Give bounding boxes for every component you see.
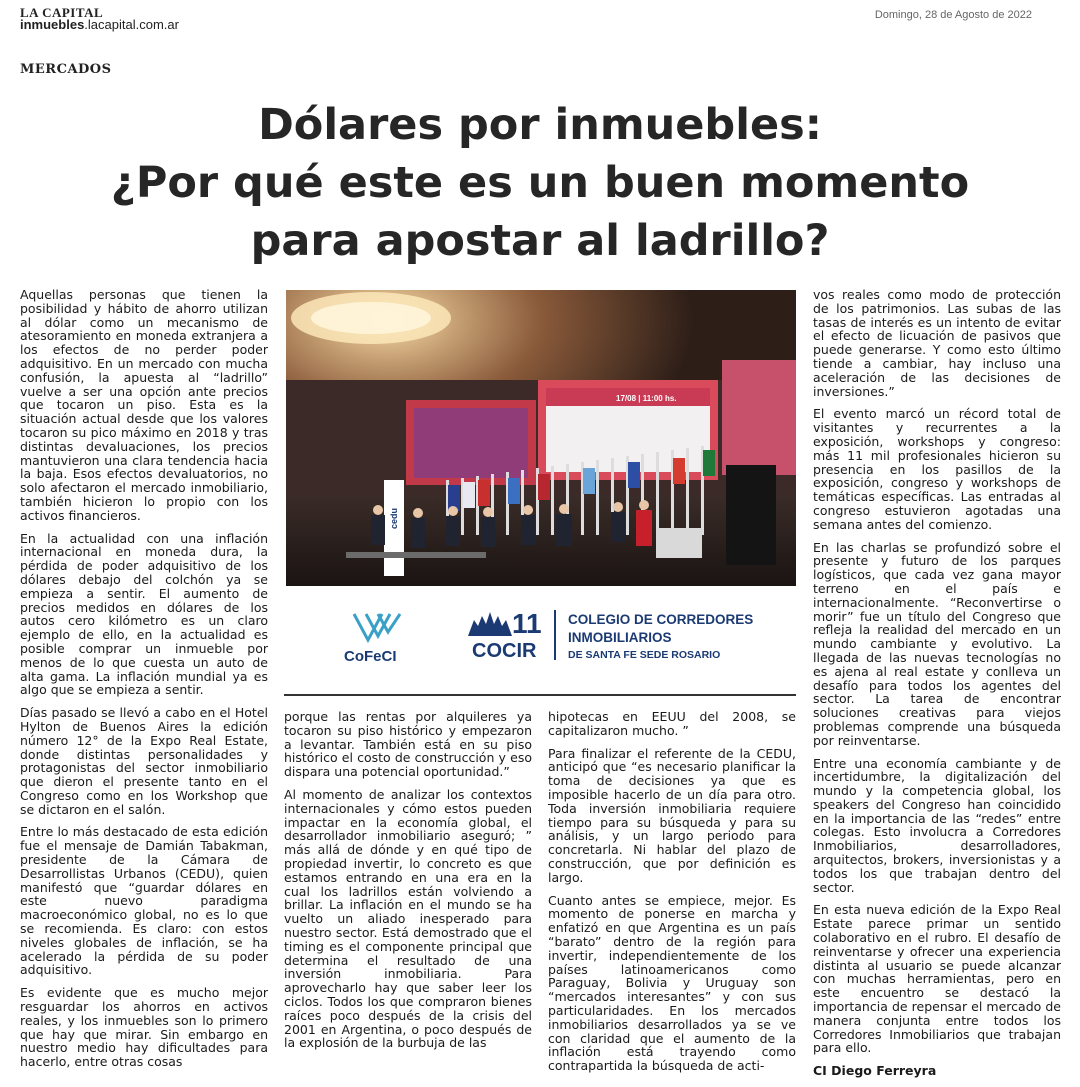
paragraph: Al momento de analizar los contextos internacionales y cómo estos pueden impactar en la economía global, el desarrollador inmobiliario aseguró; ” más allá de dónde y en qué tipo de propiedad invertir, lo concreto es que estamos entrando en una era en la cual los ladrillos están volviendo a brillar. La inflación en el mundo se ha vuelto un aliado inesperado para nuestro sector. Está demostrado que el timing es el componente principal que determina el resultado de una inversión inmobiliaria. Para aprovecharlo hay que saber leer los ciclos. Todos los que compraron bienes raíces poco después de la crisis del 2001 en Argentina, o poco después de la explosión de la burbuja de las: [284, 786, 532, 1051]
section-label: MERCADOS: [20, 62, 112, 77]
publication-date: Domingo, 28 de Agosto de 2022: [874, 9, 1032, 21]
cofeci-logo-text: CoFeCI: [344, 648, 397, 665]
conference-photo: [286, 290, 796, 586]
paragraph: Es evidente que es mucho mejor resguardar los ahorros en activos reales, y los inmuebles son lo primero que hay que mirar. Sin embargo en nuestro medio hay dificultades para hacerlo, entre otras cosas: [20, 985, 268, 1070]
headline-line-3: para apostar al ladrillo?: [250, 216, 830, 266]
paragraph: Cuanto antes se empiece, mejor. Es momento de ponerse en marcha y enfatizó en que Argentina es un país “barato” dentro de la región para invertir, independientemente de los países latinoamericanos como Paraguay, Bolivia y Uruguay son “mercados interesantes” y con sus particularidades. En los mercados inmobiliarios desarrollados ya se ve con claridad que el aumento de la inflación está trayendo como contrapartida la búsqueda de acti-: [548, 892, 796, 1074]
paragraph: En las charlas se profundizó sobre el presente y futuro de los parques logísticos, que cada vez gana mayor terreno en el país e internacionalmente. “Reconvertirse o morir” fue un título del Congreso que refleja la realidad del mercado en un mundo cambiante y evolutivo. La llegada de las nuevas tecnologías no es ajena al real estate y conlleva un desafío para todos los agentes del sector. La tarea de encontrar soluciones creativas para viejos problemas comprende una búsqueda por reinventarse.: [813, 539, 1061, 748]
stage-banner-text: cedu: [389, 507, 399, 529]
site-url-rest: .lacapital.com.ar: [84, 17, 179, 32]
column-divider-rule: [284, 694, 796, 696]
article-column-4: [813, 288, 1061, 1087]
sponsor-logos: [286, 588, 796, 688]
article-column-2: [284, 710, 532, 1059]
cocir-building-icon: [468, 610, 512, 636]
site-url: [20, 17, 179, 32]
article-column-3: [548, 710, 796, 1082]
paragraph: Entre una economía cambiante y de incertidumbre, la digitalización del mundo y la competencia global, los speakers del Congreso han coincidido en la importancia de las “redes” entre colegas. Esto involucra a Corredores Inmobiliarios, desarrolladores, arquitectos, brokers, inversionistas y a todos los que trabajan dentro del sector.: [813, 755, 1061, 895]
paragraph: En esta nueva edición de la Expo Real Estate parece primar un sentido colaborativo en el rubro. El desafío de reinventarse y ofrecer una experiencia distinta al usuario se puede alcanzar con muchas herramientas, pero en este encuentro se destacó la importancia de repensar el mercado de manera conjunta entre todos los Corredores Inmobiliarios que trabajan para ello.: [813, 902, 1061, 1056]
headline-line-2: ¿Por qué este es un buen momento: [110, 158, 970, 208]
newspaper-logo: LA CAPITAL: [20, 5, 104, 20]
colegio-line-3: DE SANTA FE SEDE ROSARIO: [568, 649, 721, 661]
article-column-1: [20, 288, 268, 1078]
paragraph: Para finalizar el referente de la CEDU, anticipó que “es necesario planificar la toma de decisiones ya que es imposible hacerlo de un día para otro. Toda inversión inmobiliaria requiere tiempo para su búsqueda y para su análisis, y un largo periodo para concretarla. Ni hablar del plazo de construcción, que por definición es largo.: [548, 745, 796, 885]
logo-divider: [554, 610, 556, 660]
site-url-bold: inmuebles: [20, 17, 85, 32]
cocir-text: COCIR: [472, 640, 537, 662]
conference-stage-illustration: [286, 290, 796, 586]
colegio-line-2: INMOBILIARIOS: [568, 630, 672, 645]
paragraph: Aquellas personas que tienen la posibilidad y hábito de ahorro utilizan al dólar como un mecanismo de atesoramiento en moneda extranjera a los efectos de no perder poder adquisitivo. En un mercado con mucha confusión, la apuesta al “ladrillo” vuelve a ser una opción ante precios que tocaron un piso. Esta es la situación actual desde que los valores tocaron su pico máximo en 2018 y tras distintas devaluaciones, los precios mantuvieron una clara tendencia hacia la baja. Esos efectos devaluatorios, no solo afectaron el mercado inmobiliario, también hicieron lo propio con los activos financieros.: [20, 287, 268, 523]
paragraph: vos reales como modo de protección de los patrimonios. Las subas de las tasas de interés es un intento de evitar el efecto de licuación de pasivos que puede generarse. Y como esto último tiende a cambiar, hay incluso una aceleración de las decisiones de inversiones.”: [813, 287, 1061, 399]
cofeci-logo-icon: [352, 610, 404, 644]
paragraph: En la actualidad con una inflación internacional en moneda dura, la pérdida de poder adquisitivo de los dólares debajo del colchón ya se empieza a sentir. El aumento de precios medidos en dólares de los autos cero kilómetro es un claro ejemplo de ello, en la actualidad es posible comprar un inmueble por menos de lo que cuesta un auto de alta gama. La inflación mundial ya es algo que se empieza a sentir.: [20, 530, 268, 698]
cocir-number: 11: [512, 608, 542, 639]
paragraph: Días pasado se llevó a cabo en el Hotel Hylton de Buenos Aires la edición número 12° de la Expo Real Estate, donde distintas personalidades y protagonistas del sector inmobiliario que dieron el presente tanto en el Congreso como en los Workshop que se dictaron en el salón.: [20, 705, 268, 817]
paragraph: hipotecas en EEUU del 2008, se capitalizaron mucho. ”: [548, 709, 796, 738]
screen-date: 17/08 | 11:00 hs.: [616, 394, 677, 403]
paragraph: El evento marcó un récord total de visitantes y recurrentes a la exposición, workshops y congreso: más 11 mil profesionales hicieron su presencia en los pasillos de la exposición, congreso y workshops de temáticas específicas. Las entradas al congreso estuvieron agotadas una semana antes del comienzo.: [813, 406, 1061, 532]
headline: [20, 96, 1060, 270]
paragraph: porque las rentas por alquileres ya tocaron su piso histórico y empezaron a levantar. También está en su piso histórico el costo de construcción y eso dispara una potencial oportunidad.”: [284, 709, 532, 780]
author-byline: CI Diego Ferreyra: [813, 1063, 937, 1079]
colegio-line-1: COLEGIO DE CORREDORES: [568, 612, 754, 627]
headline-line-1: Dólares por inmuebles:: [258, 100, 822, 150]
paragraph: Entre lo más destacado de esta edición fue el mensaje de Damián Tabakman, presidente de la Cámara de Desarrollistas Urbanos (CEDU), quien manifestó que “guardar dólares en este nuevo paradigma macroeconómico global, no es lo que se recomienda. Es claro: con estos niveles globales de inflación, se ha acelerado la pérdida de su poder adquisitivo.: [20, 824, 268, 978]
